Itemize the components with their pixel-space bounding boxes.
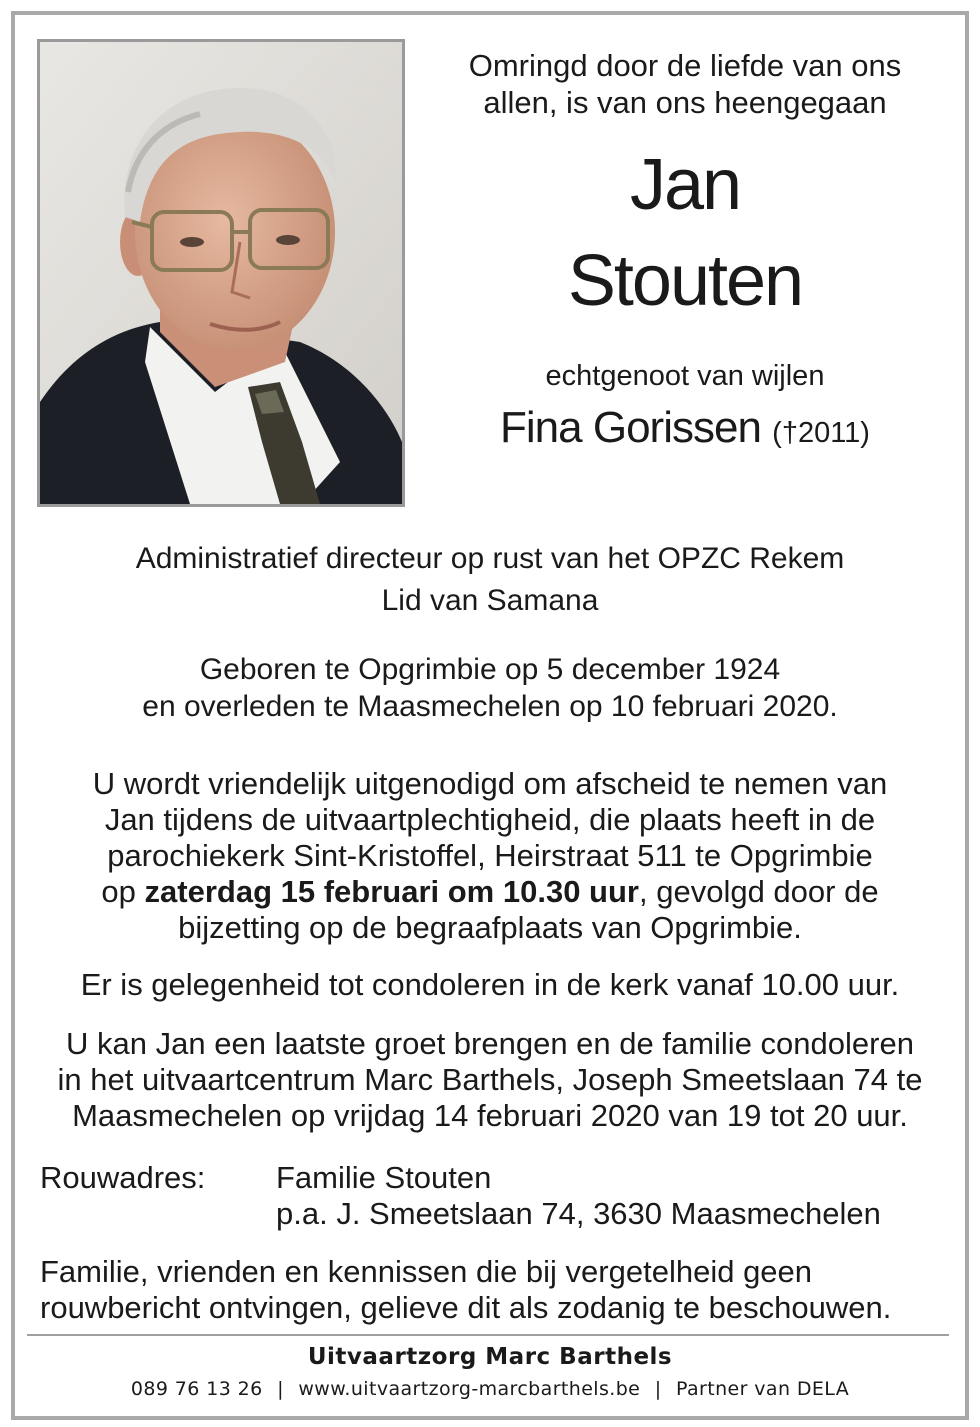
intro-line: allen, is van ons heengegaan [483,85,887,120]
company-name: Uitvaartzorg Marc Barthels [307,1344,673,1370]
visit-line: Maasmechelen op vrijdag 14 februari 2020 van 19 tot 20 uur. [72,1098,908,1133]
role-line: Lid van Samana [381,584,599,617]
visit-line: U kan Jan een laatste groet brengen en de familie condoleren [66,1026,914,1061]
ceremony-line: Jan tijdens de uitvaartplechtigheid, die plaats heeft in de [104,802,876,837]
intro-line: Omringd door de liefde van ons [468,48,902,83]
visit-text [20,1026,960,1134]
address-line: Familie Stouten [276,1160,492,1195]
spouse-name: Fina Gorissen [500,403,761,452]
ceremony-line: parochiekerk Sint-Kristoffel, Heirstraat 511 te Opgrimbie [107,838,873,873]
footer-divider [27,1334,949,1336]
website-link[interactable]: www.uitvaartzorg-marcbarthels.be [298,1378,641,1400]
separator: | [277,1378,284,1400]
ceremony-line: bijzetting op de begraafplaats van Opgrimbie. [178,910,802,945]
notice-text [40,1254,891,1326]
partner-text: Partner van DELA [675,1378,850,1400]
intro-text [430,47,940,121]
ceremony-datetime: zaterdag 15 februari om 10.30 uur [144,874,639,909]
ceremony-text [20,766,960,946]
notice-line: rouwbericht ontvingen, gelieve dit als zodanig te beschouwen. [40,1290,892,1325]
life-dates [20,651,960,725]
ceremony-line [20,874,960,910]
first-name: Jan [629,145,741,225]
separator: | [654,1378,662,1400]
ceremony-pre: op [101,874,145,909]
visit-line: in het uitvaartcentrum Marc Barthels, Joseph Smeetslaan 74 te [57,1062,923,1097]
address-label: Rouwadres: [40,1160,206,1195]
portrait-photo [37,39,405,507]
death-line: en overleden te Maasmechelen op 10 februari 2020. [142,690,838,723]
role-line: Administratief directeur op rust van het OPZC Rekem [135,542,845,575]
ceremony-post: , gevolgd door de [639,874,879,909]
notice-line: Familie, vrienden en kennissen die bij vergetelheid geen [40,1254,813,1289]
last-name: Stouten [567,241,803,321]
spouse-death: (†2011) [772,417,870,449]
birth-line: Geboren te Opgrimbie op 5 december 1924 [199,653,781,686]
condolence-text: Er is gelegenheid tot condoleren in de kerk vanaf 10.00 uur. [80,967,900,1002]
spouse-label: echtgenoot van wijlen [545,360,825,392]
ceremony-line: U wordt vriendelijk uitgenodigd om afscheid te nemen van [92,766,888,801]
address-line: p.a. J. Smeetslaan 74, 3630 Maasmechelen [276,1196,881,1231]
roles [20,540,960,619]
footer-contact [0,1378,980,1400]
spouse-line [430,403,940,453]
phone-number: 089 76 13 26 [130,1378,263,1400]
